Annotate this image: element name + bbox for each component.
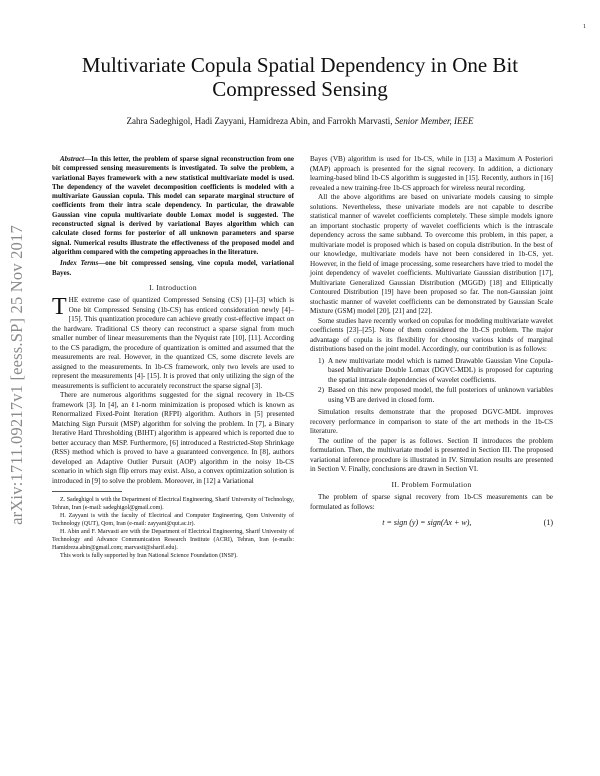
list-number: 1) [318,356,324,365]
section-heading-problem-formulation: II. Problem Formulation [391,479,472,489]
paper-title: Multivariate Copula Spatial Dependency in One Bit Compressed Sensing [81,53,519,101]
footnote-divider [52,491,122,492]
equation-body: t = sign (y) = sign(Ax + w), [382,518,472,527]
drop-cap: T [52,294,67,321]
abstract-label: Abstract [60,155,85,163]
body-paragraph: There are numerous algorithms suggested for the signal recovery in 1b-CS framework [3]. In [4], an ℓ1-norm minimization is proposed which is known as Renormalized Fixed-Point Iteration (RFPI) algorithm. Authors in [5] presented Matching Sign Pursuit (MSP) algorithm for solving the problem. In [7], a Binary Iterative Hard Thresholding (BIHT) algorithm is appeared which is reported due to better accuracy than MSP. Furthermore, [6] introduced a Restricted-Step Shrinkage (RSS) method which is proved to have a guaranteed convergence. In [8], authors developed an Adaptive Outlier Pursuit (AOP) algorithm in the noisy 1b-CS scenario in which sign flip errors may exist. Also, a convex optimization solution is introduced in [9] to solve the problem. Moreover, in [12] a Variational [52,391,294,485]
equation-number: (1) [543,518,553,527]
abstract [52,155,294,257]
footnote: Z. Sadeghigol is with the Department of Electrical Engineering, Sharif University of Technology, Tehran, Iran (e-mail: sadeghigol@gmail.com). [52,497,294,512]
list-item [310,386,553,405]
body-paragraph: Some studies have recently worked on copulas for modeling multivariate wavelet coefficients [23]–[25]. None of them considered the 1b-CS problem. The major advantage of copula is its flexibility for choosing various kinds of marginal distributions based on the joint model. Accordingly, our contribution is as follows: [310,316,553,353]
left-column [52,155,294,560]
section-heading-introduction: I. Introduction [149,282,197,292]
contribution-list [310,357,553,406]
abstract-text: —In this letter, the problem of sparse signal reconstruction from one bit compressed sensing measurements is investigated. To solve the problem, a variational Bayes framework with a new statistical multivariate model is used. The dependency of the wavelet decomposition coefficients is modeled with a multivariate Gaussian copula. This model can separate marginal structure of coefficients from their intra scale dependency. In particular, the drawable Gaussian vine copula multivariate double Lomax model is suggested. The reconstructed signal is derived by variational Bayes algorithm which can calculate closed forms for posterior of all unknown parameters and sparse signal. Numerical results illustrate the effectiveness of the proposed model and algorithm compared with the competing approaches in the literature. [52,155,294,256]
index-terms [52,259,294,278]
right-column [310,155,553,528]
author-list [40,116,560,126]
intro-paragraph-text: HE extreme case of quantized Compressed Sensing (CS) [1]–[3] which is One bit Compressed Sensing (1b-CS) has enticed consideration newly [4]–[15]. This quantization procedure can achieve greatly cost-effective impact on the hardware. Traditional CS theory can reconstruct a sparse signal from much smaller number of linear measurements than the Nyquist rate [10], [11]. According to the CS paradigm, the procedure of quantization is omitted and assumed that the measurements are real. However, in the quantized CS, some discrete levels are assigned to the measurements. In 1b-CS framework, only two levels are used to represent the measurements [4]- [15]. It is proved that only utilizing the sign of the measurements is sufficient to accurately reconstruct the sparse signal [3]. [52,296,294,390]
footnote: This work is fully supported by Iran National Science Foundation (INSF). [60,553,238,560]
body-paragraph: All the above algorithms are based on univariate models causing to simple solutions. Nevertheless, these univariate models are not capable to describe statistical manner of wavelet coefficients completely. These simple models ignore an important stochastic property of wavelet coefficients which is the intrascale dependency across the same subband. To overcome this problem, in this paper, a multivariate model is proposed which is based on copula distribution. In the best of our knowledge, multivariate models have not been considered in 1b-CS, yet. However, in the field of image processing, some researchers have tried to model the joint dependency of wavelet coefficients. Multivariate Gaussian distribution [17], Multivariate Generalized Gaussian Distribution (MGGD) [18] and Elliptically Contoured Distribution [19] have been proposed so far. The non-Gaussian joint stochastic manner of wavelet coefficients can be demonstrated by Gaussian Scale Mixture (GSM) model [20], [21] and [22]. [310,193,553,315]
list-text: A new multivariate model which is named Drawable Gaussian Vine Copula-based Multivariate Double Lomax (DGVC-MDL) is proposed for capturing the spatial intrascale dependencies of wavelet coefficients. [328,356,553,384]
list-text: Based on this new proposed model, the full posteriors of unknown variables using VB are derived in closed form. [328,386,553,404]
body-paragraph: Bayes (VB) algorithm is used for 1b-CS, while in [13] a Maximum A Posteriori (MAP) approach is presented for the signal recovery. In addition, a dictionary learning-based blind 1b-CS algorithm is suggested in [15]. Recently, authors in [16] revealed a new training-free 1b-CS approach for wireless neural recording. [310,155,553,192]
footnote: H. Zayyani is with the faculty of Electrical and Computer Engineering, Qom University of Technology (QUT), Qom, Iran (e-mail: zayyani@qut.ac.ir). [52,513,294,528]
arxiv-stamp [6,155,28,595]
list-number: 2) [318,386,324,394]
footnote: H. Abin and F. Marvasti are with the Department of Electrical Engineering, Sharif University of Technology and Advance Communication Research Institute (ACRI), Tehran, Iran (e-mails: Hamidreza.abin@gmail.com; marvasti@sharif.edu). [52,529,294,552]
index-terms-text: —one bit compressed sensing, vine copula model, variational Bayes. [52,259,295,277]
equation-1 [310,518,553,528]
intro-paragraph [52,296,294,391]
list-item [310,357,553,386]
body-paragraph: The outline of the paper is as follows. Section II introduces the problem formulation. Then, the multivariate model is presented in Section III. The proposed variational inference procedure is illustrated in IV. Simulation results are presented in Section V. Finally, conclusions are drawn in Section VI. [310,436,553,473]
page-number: 1 [583,24,586,30]
arxiv-stamp-text: arXiv:1711.09217v1 [eess.SP] 25 Nov 2017 [7,225,26,525]
author-membership: Senior Member, IEEE [392,116,474,126]
index-terms-label: Index Terms [60,259,99,268]
body-paragraph: The problem of sparse signal recovery from 1b-CS measurements can be formulated as follows: [310,493,553,511]
body-paragraph: Simulation results demonstrate that the proposed DGVC-MDL improves recovery performance in comparison to state of the art methods in the 1b-CS literature. [310,408,553,435]
author-names: Zahra Sadeghigol, Hadi Zayyani, Hamidreza Abin, and Farrokh Marvasti, [126,116,393,126]
